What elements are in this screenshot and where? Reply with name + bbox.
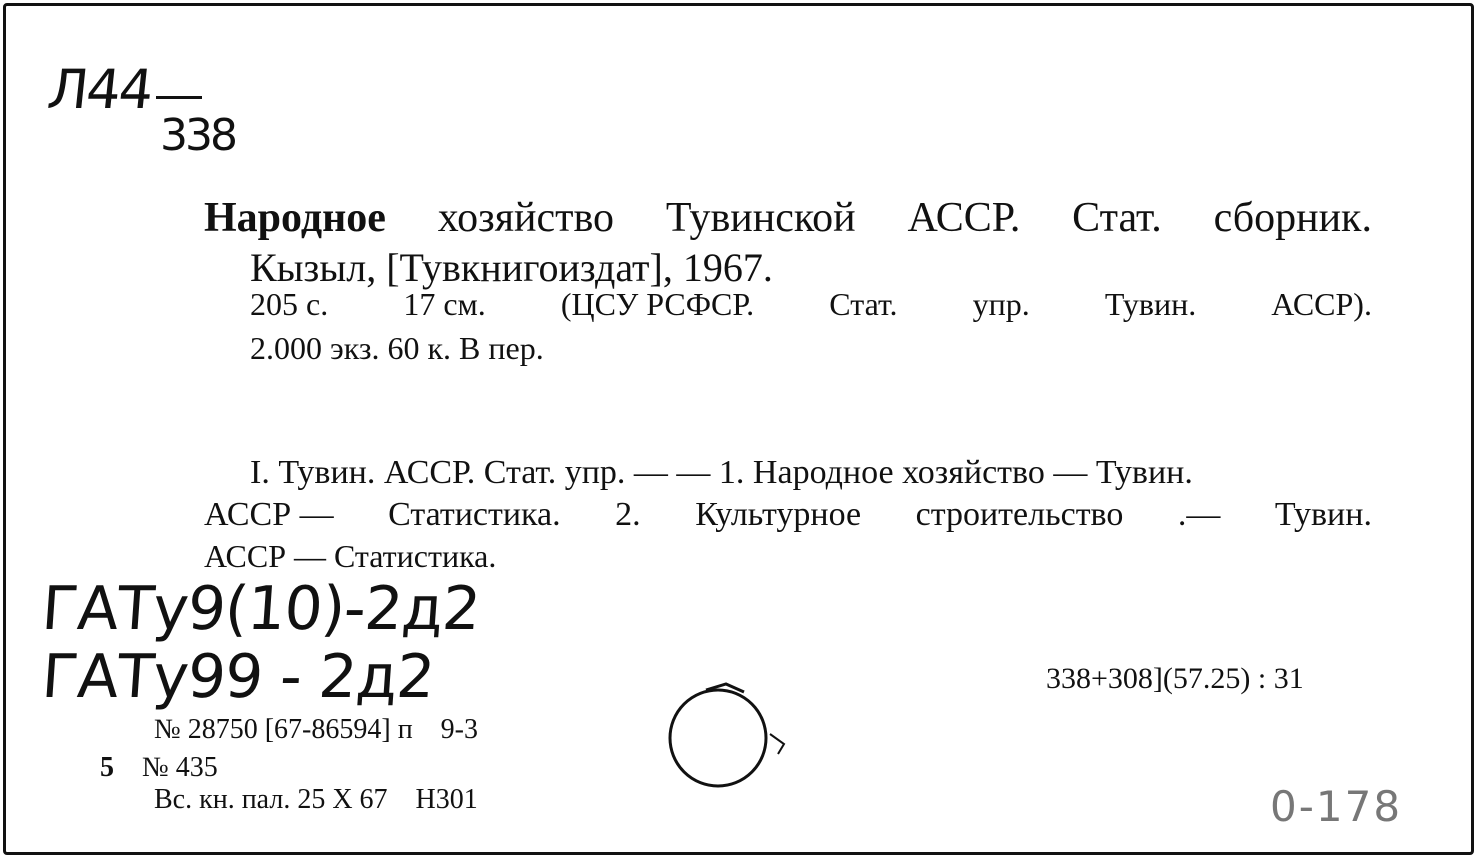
title-line-4: 2.000 экз. 60 к. В пер. bbox=[250, 330, 544, 366]
subject-word: Культурное bbox=[695, 496, 862, 533]
footer-number: № 435 bbox=[142, 752, 218, 783]
title-word: 205 с. bbox=[250, 286, 329, 322]
footer-prefix: 5 bbox=[100, 752, 114, 783]
title-line-1 bbox=[204, 194, 1372, 242]
subject-word: АССР — bbox=[204, 496, 334, 533]
title-word: упр. bbox=[972, 286, 1030, 322]
subject-line-2 bbox=[204, 496, 1372, 534]
subject-word: Статистика. bbox=[388, 496, 561, 533]
title-line-3 bbox=[250, 286, 1372, 323]
title-word: Народное bbox=[204, 195, 386, 241]
call-number-main: Л44 bbox=[44, 58, 155, 121]
title-word: Стат. bbox=[829, 286, 898, 322]
title-word: сборник. bbox=[1213, 195, 1372, 241]
title-word: АССР. bbox=[907, 195, 1021, 241]
title-word: Стат. bbox=[1072, 195, 1162, 241]
subject-word: .— bbox=[1177, 496, 1221, 533]
title-word: Тувинской bbox=[665, 195, 856, 241]
subject-line-1: I. Тувин. АССР. Стат. упр. — — 1. Народное хозяйство — Тувин. bbox=[250, 454, 1193, 491]
subject-word: Тувин. bbox=[1274, 496, 1372, 533]
catalog-card bbox=[3, 3, 1474, 855]
title-line-2: Кызыл, [Тувкнигоиздат], 1967. bbox=[250, 245, 773, 290]
inventory-stamp: 0-178 bbox=[1270, 782, 1403, 831]
handwritten-code-2: ГАТу99 - 2д2 bbox=[39, 642, 437, 712]
classification-index: 338+308](57.25) : 31 bbox=[1046, 662, 1304, 695]
subject-line-3: АССР — Статистика. bbox=[204, 538, 497, 574]
title-word: Тувин. bbox=[1104, 286, 1197, 322]
footer-line-1: № 28750 [67-86594] п 9-3 bbox=[154, 714, 478, 745]
title-word: (ЦСУ РСФСР. bbox=[560, 286, 755, 322]
subject-word: 2. bbox=[615, 496, 641, 533]
call-number-rule bbox=[156, 96, 202, 99]
handwritten-code-1: ГАТу9(10)-2д2 bbox=[39, 574, 483, 644]
subject-word: строительство bbox=[915, 496, 1124, 533]
title-word: АССР). bbox=[1271, 286, 1372, 322]
footer-line-3: Вс. кн. пал. 25 X 67 Н301 bbox=[154, 784, 478, 815]
call-number bbox=[45, 58, 155, 121]
call-number-sub: 338 bbox=[160, 110, 235, 161]
title-word: хозяйство bbox=[437, 195, 615, 241]
title-word: 17 см. bbox=[403, 286, 486, 322]
pencil-circle-mark bbox=[666, 682, 816, 794]
footer-line-2 bbox=[100, 752, 218, 784]
